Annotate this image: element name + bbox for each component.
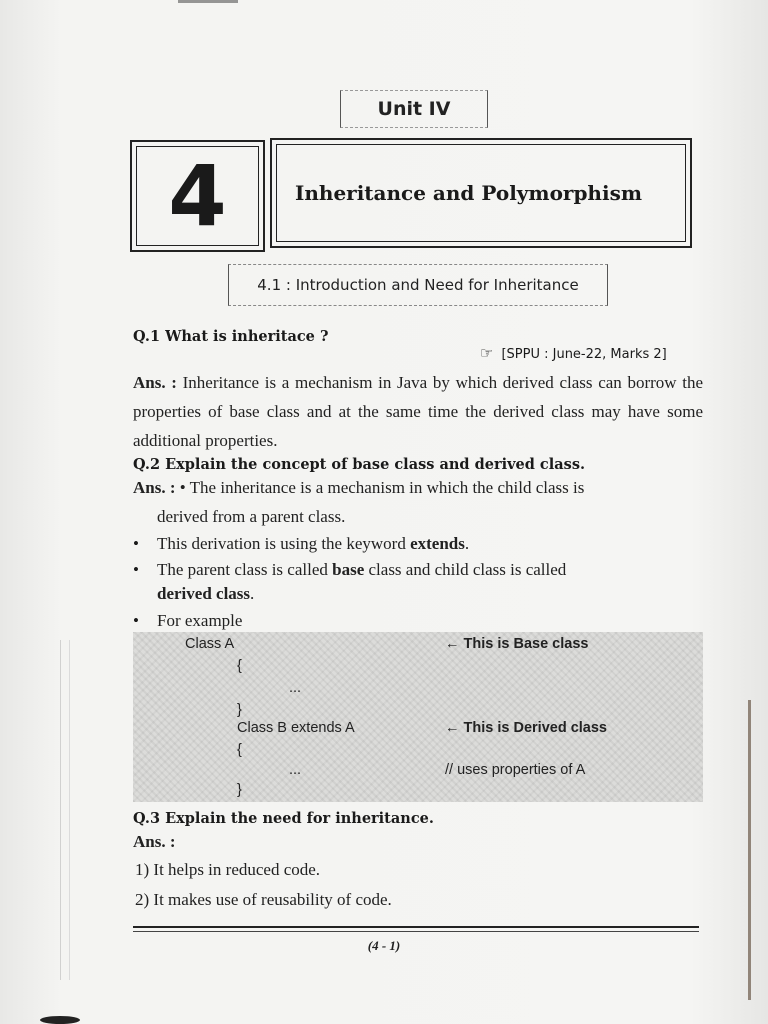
keyword-derived-class: derived class — [157, 584, 251, 603]
unit-label: Unit IV — [340, 90, 488, 128]
bullet-2 — [157, 534, 469, 554]
bullet-3-text: The parent class is called — [157, 560, 333, 579]
bullet-2-text: This derivation is using the keyword — [157, 534, 411, 553]
scan-margin-marks — [60, 640, 70, 980]
question-1: Q.1 What is inheritace ? — [133, 328, 329, 345]
bullet-1-continuation: derived from a parent class. — [157, 507, 346, 526]
chapter-title: Inheritance and Polymorphism — [276, 144, 686, 242]
scan-smudge — [40, 1016, 80, 1024]
scan-smudge — [178, 0, 238, 3]
code-line-class-a: Class A — [185, 636, 235, 652]
footer-rule — [133, 926, 699, 928]
answer-label: Ans. : — [133, 478, 176, 497]
answer-label: Ans. : — [133, 373, 177, 392]
bullet-1-text: The inheritance is a mechanism in which the child class is — [189, 478, 585, 497]
code-line-brace-open: { — [237, 658, 242, 674]
bullet-dot: • — [179, 478, 190, 497]
keyword-base: base — [332, 560, 365, 579]
answer-label: Ans. : — [133, 832, 176, 851]
answer-1-text: Inheritance is a mechanism in Java by which derived class can borrow the properties of base class and at the same time the derived class may have some additional properties. — [133, 373, 704, 450]
bullet-dot: • — [133, 611, 139, 630]
exam-reference-text: [SPPU : June-22, Marks 2] — [501, 347, 667, 362]
bullet-dot: • — [133, 560, 139, 579]
answer-2-line — [133, 478, 584, 498]
code-example — [133, 632, 703, 802]
code-line-brace-open: { — [237, 742, 242, 758]
bullet-3-text-rest: class and child class is called — [364, 560, 567, 579]
footer-rule — [133, 931, 699, 932]
code-line-ellipsis: ... — [289, 762, 302, 778]
question-3: Q.3 Explain the need for inheritance. — [133, 810, 434, 827]
answer-1 — [133, 368, 703, 455]
page-edge — [748, 700, 751, 1000]
bullet-4: For example — [157, 611, 243, 630]
bullet-dot: • — [133, 534, 139, 553]
pointing-hand-icon: ☞ — [480, 344, 494, 362]
section-heading: 4.1 : Introduction and Need for Inheritance — [228, 264, 608, 306]
bullet-3-line-1 — [157, 560, 699, 580]
code-line-class-b: Class B extends A — [237, 720, 355, 736]
code-line-brace-close: } — [237, 702, 242, 718]
exam-reference — [480, 344, 667, 362]
bullet-3-end: . — [250, 584, 255, 603]
point-2: 2) It makes use of reusability of code. — [135, 890, 392, 909]
code-comment-base: ← This is Base class — [445, 636, 589, 652]
code-line-brace-close: } — [237, 782, 242, 798]
page-number: (4 - 1) — [367, 938, 401, 953]
bullet-2-end: . — [464, 534, 470, 553]
bullet-3-line-2 — [157, 584, 254, 604]
chapter-number-box — [130, 140, 265, 252]
chapter-title-box — [270, 138, 692, 248]
code-comment-derived: ← This is Derived class — [445, 720, 607, 736]
code-comment-uses: // uses properties of A — [445, 762, 586, 778]
point-1: 1) It helps in reduced code. — [135, 860, 321, 879]
question-2: Q.2 Explain the concept of base class and derived class. — [133, 456, 586, 473]
keyword-extends: extends — [410, 534, 465, 553]
chapter-number: 4 — [136, 146, 259, 246]
code-line-ellipsis: ... — [289, 680, 302, 696]
